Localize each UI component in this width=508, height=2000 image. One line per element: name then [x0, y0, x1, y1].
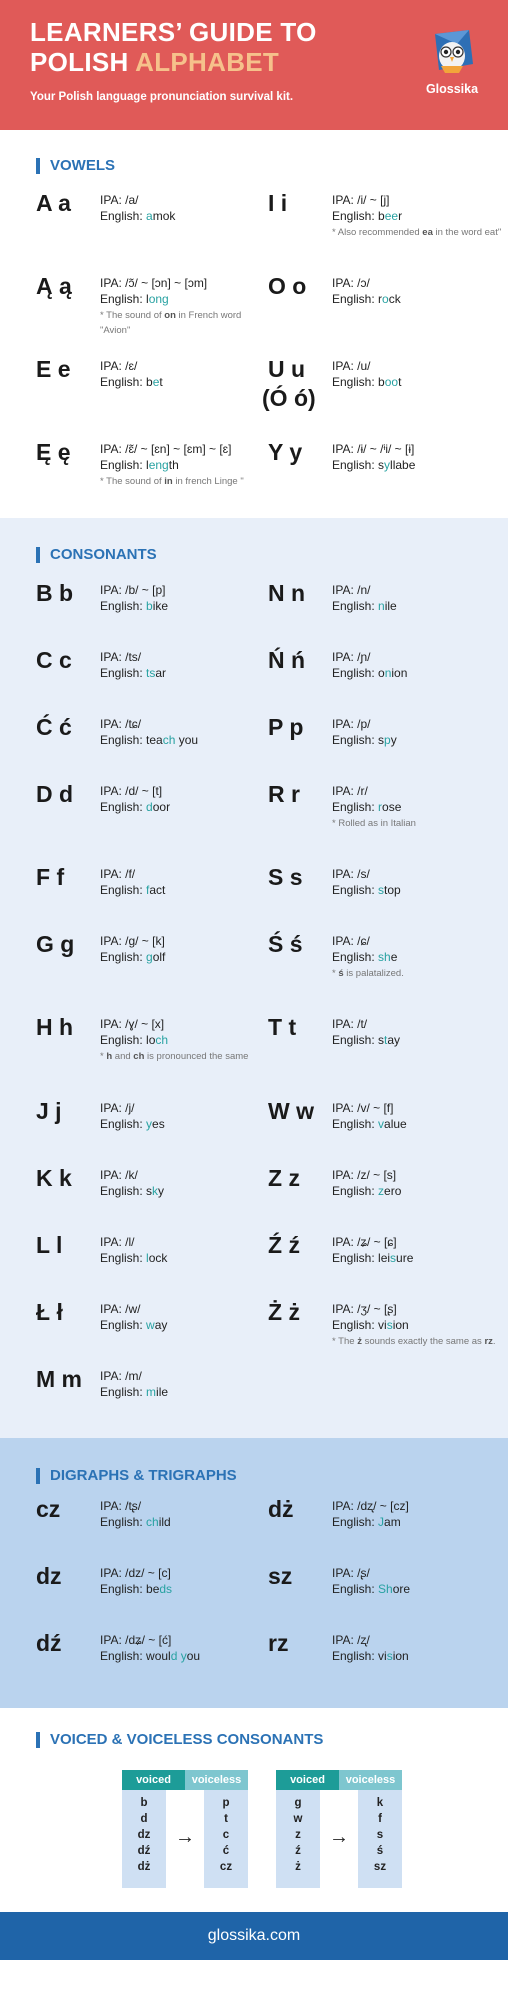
ipa: IPA: /f/: [100, 867, 136, 881]
voiced-column: [276, 1790, 320, 1888]
letter: F f: [36, 864, 65, 890]
ipa: IPA: /t/: [332, 1017, 368, 1031]
english-example: English: stop: [332, 883, 401, 897]
letter: cz: [36, 1496, 61, 1522]
header-banner: [0, 0, 508, 130]
letter: L l: [36, 1232, 63, 1258]
english-example: English: value: [332, 1117, 407, 1131]
letter: H h: [36, 1014, 74, 1040]
note: * ś is palatalized.: [332, 968, 404, 979]
ipa: IPA: /w/: [100, 1302, 141, 1316]
note: * The ż sounds exactly the same as rz.: [332, 1336, 496, 1347]
letter: O o: [268, 273, 307, 299]
eng-post: ck: [388, 292, 401, 306]
digraphs-heading: DIGRAPHS & TRIGRAPHS: [36, 1468, 237, 1484]
ipa: IPA: /u/: [332, 359, 371, 373]
english-example: English: Jam: [332, 1515, 401, 1529]
eng-highlight: eng: [148, 458, 169, 472]
letter: G g: [36, 931, 75, 957]
english-example: English: yes: [100, 1117, 165, 1131]
voiced-heading: VOICED & VOICELESS CONSONANTS: [36, 1732, 323, 1748]
letter: J j: [36, 1098, 62, 1124]
ipa: IPA: /tʂ/: [100, 1499, 142, 1513]
voiced-cell: g: [294, 1797, 302, 1809]
english-example: English: way: [100, 1318, 168, 1332]
voicing-table-2: [276, 1770, 402, 1888]
letter: dź: [36, 1630, 62, 1656]
english-example: [332, 291, 504, 307]
letter-alt: (Ó ó): [262, 385, 316, 411]
eng-post: r: [398, 209, 403, 223]
letter: P p: [268, 714, 304, 740]
arrow-right-icon: →: [175, 1826, 195, 1848]
letter: Ź ź: [268, 1232, 300, 1258]
note: * The sound of on in French word "Avion": [100, 310, 242, 336]
letter: Ć ć: [36, 714, 72, 740]
voiced-cell: dź: [137, 1845, 151, 1857]
title-accent: ALPHABET: [135, 47, 280, 77]
english-example: English: nile: [332, 599, 397, 613]
letter: C c: [36, 647, 72, 673]
note: * Also recommended ea in the word eat": [332, 227, 502, 238]
eng-pre: English: b: [332, 375, 385, 389]
eng-highlight: ee: [384, 209, 399, 223]
letter: D d: [36, 781, 74, 807]
ipa: IPA: /b/ ~ [p]: [100, 583, 166, 597]
ipa: IPA: /ɲ/: [332, 650, 371, 664]
eng-pre: English:: [100, 209, 147, 223]
voiced-cell: ż: [295, 1861, 301, 1873]
ipa: IPA: /v/ ~ [f]: [332, 1101, 394, 1115]
ipa: IPA: /ɣ/ ~ [x]: [100, 1017, 165, 1031]
letter: E e: [36, 356, 71, 382]
vowels-heading: VOWELS: [36, 158, 115, 174]
english-example: [100, 208, 272, 224]
ipa: IPA: /n/: [332, 583, 371, 597]
voiceless-cell: p: [222, 1797, 230, 1809]
letter: Z z: [268, 1165, 300, 1191]
english-example: English: stay: [332, 1033, 401, 1047]
letter: dz: [36, 1563, 62, 1589]
voiceless-cell: c: [222, 1829, 230, 1841]
voiceless-cell: t: [224, 1813, 228, 1825]
english-example: English: teach you: [100, 733, 199, 747]
voiceless-column: [204, 1790, 248, 1888]
english-example: English: she: [332, 950, 398, 964]
voiceless-cell: ć: [222, 1845, 230, 1857]
voiceless-cell: sz: [373, 1861, 387, 1873]
voiced-cell: w: [293, 1813, 303, 1825]
eng-highlight: e: [152, 375, 160, 389]
eng-highlight: ong: [148, 292, 169, 306]
eng-post: llabe: [390, 458, 416, 472]
ipa: IPA: /p/: [332, 717, 371, 731]
title-line-2: [30, 47, 317, 77]
ipa: IPA: /dʐ/ ~ [cz]: [332, 1499, 409, 1513]
glossika-logo: [420, 30, 484, 96]
note: * The sound of in in french Linge ": [100, 476, 244, 487]
ipa: IPA: /r/: [332, 784, 368, 798]
voiced-column: [122, 1790, 166, 1888]
ipa: IPA: /a/: [100, 193, 139, 207]
ipa: IPA: /ɛ̃/ ~ [ɛn] ~ [ɛm] ~ [ɛ]: [100, 442, 232, 456]
eng-post: t: [159, 375, 163, 389]
english-example: English: tsar: [100, 666, 167, 680]
letter: rz: [268, 1630, 289, 1656]
letter: Ł ł: [36, 1299, 63, 1325]
ipa: IPA: /l/: [100, 1235, 135, 1249]
english-example: English: zero: [332, 1184, 402, 1198]
english-example: English: child: [100, 1515, 171, 1529]
ipa: IPA: /m/: [100, 1369, 142, 1383]
title-plain: POLISH: [30, 47, 136, 77]
ipa: IPA: /i/ ~ [j]: [332, 193, 390, 207]
english-example: English: beds: [100, 1582, 173, 1596]
letter: Ą ą: [36, 273, 72, 299]
english-example: English: sky: [100, 1184, 165, 1198]
english-example: [332, 457, 504, 473]
voiceless-cell: s: [376, 1829, 384, 1841]
eng-pre: English: b: [100, 375, 153, 389]
letter: Y y: [268, 439, 303, 465]
english-example: [332, 374, 504, 390]
english-example: [100, 291, 272, 307]
voiceless-cell: cz: [219, 1861, 233, 1873]
letter: M m: [36, 1366, 82, 1392]
english-example: [100, 457, 272, 473]
eng-pre: English: l: [100, 458, 149, 472]
footer-link[interactable]: glossika.com: [0, 1912, 508, 1960]
voiced-cell: ź: [295, 1845, 301, 1857]
letter: W w: [268, 1098, 314, 1124]
english-example: English: leisure: [332, 1251, 414, 1265]
arrow-right-icon: →: [329, 1826, 349, 1848]
voiced-cell: b: [140, 1797, 148, 1809]
vowels-section: [0, 130, 508, 518]
english-example: English: loch: [100, 1033, 169, 1047]
voiced-cell: z: [295, 1829, 301, 1841]
english-example: English: rose: [332, 800, 402, 814]
note: * Rolled as in Italian: [332, 818, 416, 829]
letter: Ś ś: [268, 931, 303, 957]
eng-post: t: [398, 375, 402, 389]
letter: U u: [268, 356, 306, 382]
subtitle: Your Polish language pronunciation survival kit.: [30, 91, 294, 103]
voiceless-header: voiceless: [185, 1770, 248, 1790]
ipa: IPA: /ʑ/ ~ [ɕ]: [332, 1235, 397, 1249]
english-example: English: door: [100, 800, 171, 814]
note: * h and ch is pronounced the same: [100, 1051, 249, 1062]
english-example: English: mile: [100, 1385, 169, 1399]
letter: S s: [268, 864, 303, 890]
voiced-header: voiced: [122, 1770, 185, 1790]
ipa: IPA: /ʂ/: [332, 1566, 370, 1580]
english-example: English: Shore: [332, 1582, 411, 1596]
letter: B b: [36, 580, 74, 606]
ipa: IPA: /tɕ/: [100, 717, 142, 731]
ipa: IPA: /j/: [100, 1101, 135, 1115]
voiced-section: [0, 1708, 508, 1912]
english-example: English: bike: [100, 599, 169, 613]
consonants-heading: CONSONANTS: [36, 547, 157, 563]
letter: N n: [268, 580, 306, 606]
english-example: [332, 208, 504, 224]
english-example: English: onion: [332, 666, 408, 680]
letter: K k: [36, 1165, 72, 1191]
voiceless-cell: ś: [376, 1845, 384, 1857]
eng-pre: English: r: [332, 292, 383, 306]
ipa: IPA: /s/: [332, 867, 370, 881]
voiced-header: voiced: [276, 1770, 339, 1790]
letter: T t: [268, 1014, 297, 1040]
ipa: IPA: /ts/: [100, 650, 142, 664]
ipa: IPA: /ɨ/ ~ /ᶤi/ ~ [ɨ]: [332, 442, 415, 456]
eng-pre: English: l: [100, 292, 149, 306]
ipa: IPA: /dz/ ~ [c]: [100, 1566, 171, 1580]
english-example: English: vision: [332, 1649, 409, 1663]
letter: Ń ń: [268, 647, 306, 673]
ipa: IPA: /ɔ/: [332, 276, 370, 290]
letter: R r: [268, 781, 300, 807]
english-example: English: spy: [332, 733, 397, 747]
logo-name: Glossika: [425, 82, 479, 96]
ipa: IPA: /ɕ/: [332, 934, 370, 948]
ipa: IPA: /k/: [100, 1168, 138, 1182]
ipa: IPA: /ʐ/: [332, 1633, 370, 1647]
owl-icon: [429, 30, 475, 74]
voiceless-cell: f: [378, 1813, 382, 1825]
eng-pre: English: b: [332, 209, 385, 223]
eng-highlight: y: [384, 458, 391, 472]
eng-highlight: o: [382, 292, 389, 306]
ipa: IPA: /z/ ~ [s]: [332, 1168, 397, 1182]
voiced-cell: d: [140, 1813, 148, 1825]
eng-highlight: oo: [384, 375, 399, 389]
voiceless-cell: k: [376, 1797, 384, 1809]
english-example: English: lock: [100, 1251, 168, 1265]
eng-highlight: a: [146, 209, 153, 223]
english-example: English: vision: [332, 1318, 409, 1332]
eng-post: th: [168, 458, 179, 472]
letter: I i: [268, 190, 288, 216]
voiceless-header: voiceless: [339, 1770, 402, 1790]
title-line-1: LEARNERS’ GUIDE TO: [30, 17, 317, 47]
english-example: English: fact: [100, 883, 166, 897]
ipa: IPA: /d/ ~ [t]: [100, 784, 163, 798]
english-example: [100, 374, 272, 390]
ipa: IPA: /dʑ/ ~ [ć]: [100, 1633, 172, 1647]
voiceless-column: [358, 1790, 402, 1888]
voiced-cell: dz: [137, 1829, 151, 1841]
english-example: English: golf: [100, 950, 166, 964]
letter: dż: [268, 1496, 294, 1522]
ipa: IPA: /ɔ̃/ ~ [ɔn] ~ [ɔm]: [100, 276, 208, 290]
letter: Ę ę: [36, 439, 71, 465]
page-title: [30, 17, 317, 77]
letter: Ż ż: [268, 1299, 300, 1325]
letter: sz: [268, 1563, 293, 1589]
eng-post: mok: [152, 209, 176, 223]
consonants-section: [0, 518, 508, 1438]
english-example: English: would you: [100, 1649, 201, 1663]
ipa: IPA: /ɛ/: [100, 359, 138, 373]
ipa: IPA: /g/ ~ [k]: [100, 934, 165, 948]
ipa: IPA: /ʒ/ ~ [ʂ]: [332, 1302, 397, 1316]
letter: A a: [36, 190, 71, 216]
eng-pre: English: s: [332, 458, 385, 472]
voiced-cell: dż: [137, 1861, 151, 1873]
voicing-table-1: [122, 1770, 248, 1888]
digraphs-section: [0, 1438, 508, 1708]
